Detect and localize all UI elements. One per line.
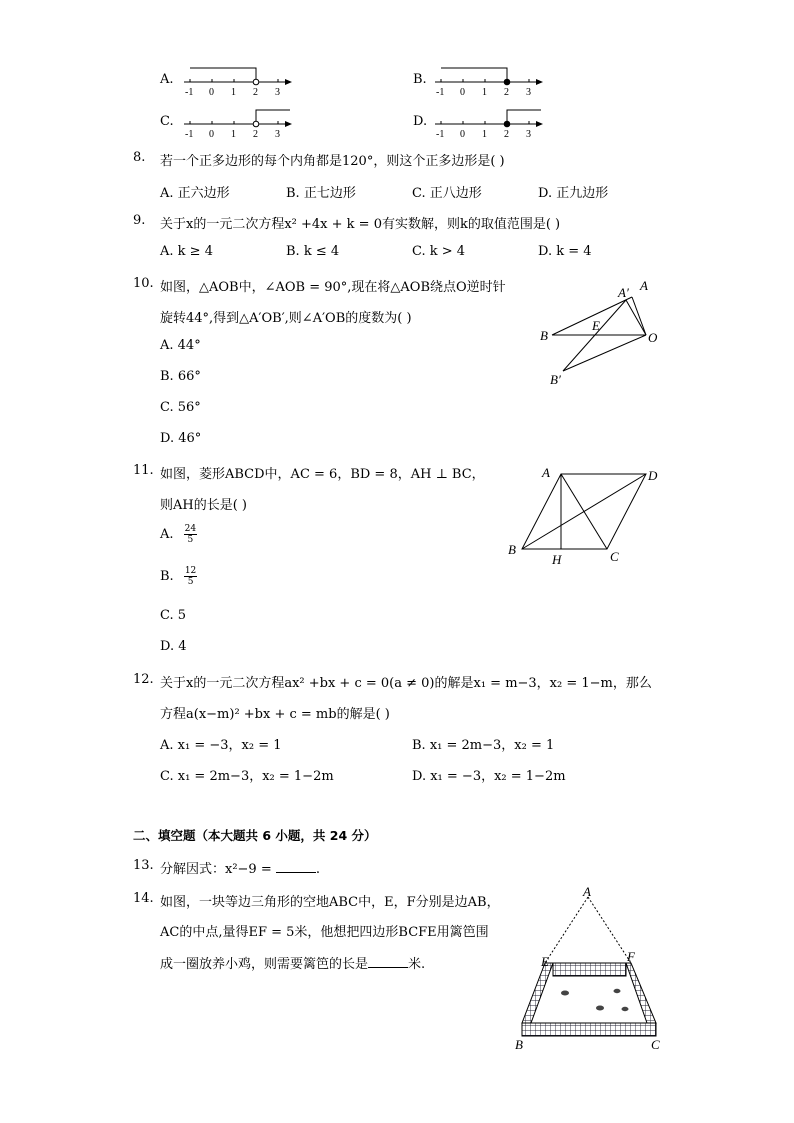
tick-label: -1 [185, 129, 194, 140]
q8-option-c[interactable]: C. 正八边形 [412, 186, 482, 201]
tick-label: 1 [231, 129, 236, 140]
q12-option-d[interactable]: D. x₁ = −3，x₂ = 1−2m [412, 769, 566, 784]
q9-number: 9. [133, 213, 146, 228]
q11-option-a[interactable] [160, 524, 197, 545]
q10-option-b[interactable]: B. 66° [160, 369, 201, 384]
label-a: A [640, 278, 648, 293]
q11-option-a-label: A. [160, 527, 174, 542]
q10-option-a[interactable]: A. 44° [160, 338, 201, 353]
label-e: E [592, 318, 600, 333]
tick-label: 0 [460, 87, 465, 98]
label-b: B [540, 328, 548, 343]
q7-option-a-label: A. [160, 72, 174, 87]
q7-number-line-d [431, 104, 551, 144]
tick-label: 0 [209, 87, 214, 98]
q11-stem-line2: 则AH的长是( ) [160, 498, 248, 513]
label-b-prime: B′ [550, 372, 561, 387]
tick-label: 1 [482, 129, 487, 140]
q13-stem-end: . [315, 862, 321, 877]
fraction-denominator: 5 [187, 577, 194, 587]
tick-label: 0 [460, 129, 465, 140]
q9-option-a[interactable]: A. k ≥ 4 [160, 244, 213, 259]
q7-number-line-a [180, 62, 300, 102]
q10-figure [530, 272, 670, 392]
q13-stem [160, 858, 320, 877]
q10-stem-line1: 如图，△AOB中，∠AOB = 90°,现在将△AOB绕点O逆时针 [160, 280, 506, 295]
tick-label: 2 [253, 87, 258, 98]
q14-stem-text: 成一圈放养小鸡，则需要篱笆的长是 [160, 957, 369, 972]
q14-stem-line3 [160, 953, 425, 972]
label-e: E [541, 954, 549, 969]
q7-option-b[interactable] [413, 72, 427, 87]
q7-option-d-label: D. [413, 114, 428, 129]
q10-number: 10. [133, 276, 154, 291]
fraction-numerator: 12 [184, 566, 197, 576]
q9-option-d[interactable]: D. k = 4 [538, 244, 592, 259]
q11-option-b[interactable] [160, 566, 197, 587]
answer-blank[interactable] [276, 860, 316, 873]
answer-blank[interactable] [368, 955, 408, 968]
q12-option-a[interactable]: A. x₁ = −3，x₂ = 1 [160, 738, 282, 753]
q11-option-c[interactable]: C. 5 [160, 608, 187, 623]
q8-option-a[interactable]: A. 正六边形 [160, 186, 230, 201]
q8-stem: 若一个正多边形的每个内角都是120°，则这个正多边形是( ) [160, 154, 505, 169]
q7-option-c[interactable] [160, 114, 174, 129]
tick-label: 3 [526, 87, 531, 98]
label-o: O [648, 330, 658, 345]
q12-option-c[interactable]: C. x₁ = 2m−3，x₂ = 1−2m [160, 769, 334, 784]
tick-label: -1 [436, 87, 445, 98]
q13-stem-text: 分解因式：x²−9 = [160, 862, 276, 877]
q10-option-d[interactable]: D. 46° [160, 431, 202, 446]
q8-option-b[interactable]: B. 正七边形 [286, 186, 356, 201]
q10-option-c[interactable]: C. 56° [160, 400, 201, 415]
q13-number: 13. [133, 858, 154, 873]
tick-label: 1 [482, 87, 487, 98]
tick-label: 0 [209, 129, 214, 140]
q11-stem-line1: 如图，菱形ABCD中，AC = 6，BD = 8，AH ⊥ BC， [160, 467, 485, 482]
q11-number: 11. [133, 463, 154, 478]
q7-option-c-label: C. [160, 114, 174, 129]
label-a-prime: A′ [618, 285, 629, 300]
tick-label: -1 [185, 87, 194, 98]
q7-option-a[interactable] [160, 72, 174, 87]
label-f: F [627, 949, 635, 964]
q14-stem-line2: AC的中点,量得EF = 5米，他想把四边形BCFE用篱笆围 [160, 925, 489, 940]
tick-label: 2 [504, 129, 509, 140]
label-b: B [515, 1037, 523, 1052]
q11-option-b-label: B. [160, 569, 174, 584]
q8-option-d[interactable]: D. 正九边形 [538, 186, 609, 201]
q12-option-b[interactable]: B. x₁ = 2m−3，x₂ = 1 [412, 738, 555, 753]
q7-number-line-c [180, 104, 300, 144]
q7-option-b-label: B. [413, 72, 427, 87]
q14-stem-line1: 如图，一块等边三角形的空地ABC中，E，F分别是边AB， [160, 895, 500, 910]
q11-figure [500, 460, 670, 572]
label-c: C [610, 549, 619, 564]
q12-stem-line1: 关于x的一元二次方程ax² +bx + c = 0(a ≠ 0)的解是x₁ = m−3，x₂ = 1−m，那么 [160, 676, 652, 691]
label-c: C [651, 1037, 660, 1052]
q12-number: 12. [133, 672, 154, 687]
label-h: H [552, 552, 562, 567]
label-b: B [508, 542, 516, 557]
q14-number: 14. [133, 891, 154, 906]
q9-stem: 关于x的一元二次方程x² +4x + k = 0有实数解，则k的取值范围是( ) [160, 217, 561, 232]
tick-label: 2 [253, 129, 258, 140]
q11-option-d[interactable]: D. 4 [160, 639, 187, 654]
q9-option-c[interactable]: C. k > 4 [412, 244, 466, 259]
tick-label: 3 [275, 87, 280, 98]
q12-stem-line2: 方程a(x−m)² +bx + c = mb的解是( ) [160, 707, 390, 722]
fraction-denominator: 5 [187, 535, 194, 545]
q9-option-b[interactable]: B. k ≤ 4 [286, 244, 340, 259]
tick-label: 3 [526, 129, 531, 140]
q14-figure [505, 885, 675, 1057]
section-title: 二、填空题（本大题共 6 小题，共 24 分） [133, 828, 377, 843]
tick-label: 2 [504, 87, 509, 98]
tick-label: 1 [231, 87, 236, 98]
q7-number-line-b [431, 62, 551, 102]
q7-option-d[interactable] [413, 114, 427, 129]
tick-label: 3 [275, 129, 280, 140]
label-a: A [542, 465, 550, 480]
q14-stem-end: 米. [408, 957, 426, 972]
q10-stem-line2: 旋转44°,得到△A′OB′,则∠A′OB的度数为( ) [160, 311, 412, 326]
q8-number: 8. [133, 150, 146, 165]
label-a: A [583, 885, 591, 899]
fraction-numerator: 24 [184, 524, 197, 534]
tick-label: -1 [436, 129, 445, 140]
label-d: D [648, 468, 658, 483]
